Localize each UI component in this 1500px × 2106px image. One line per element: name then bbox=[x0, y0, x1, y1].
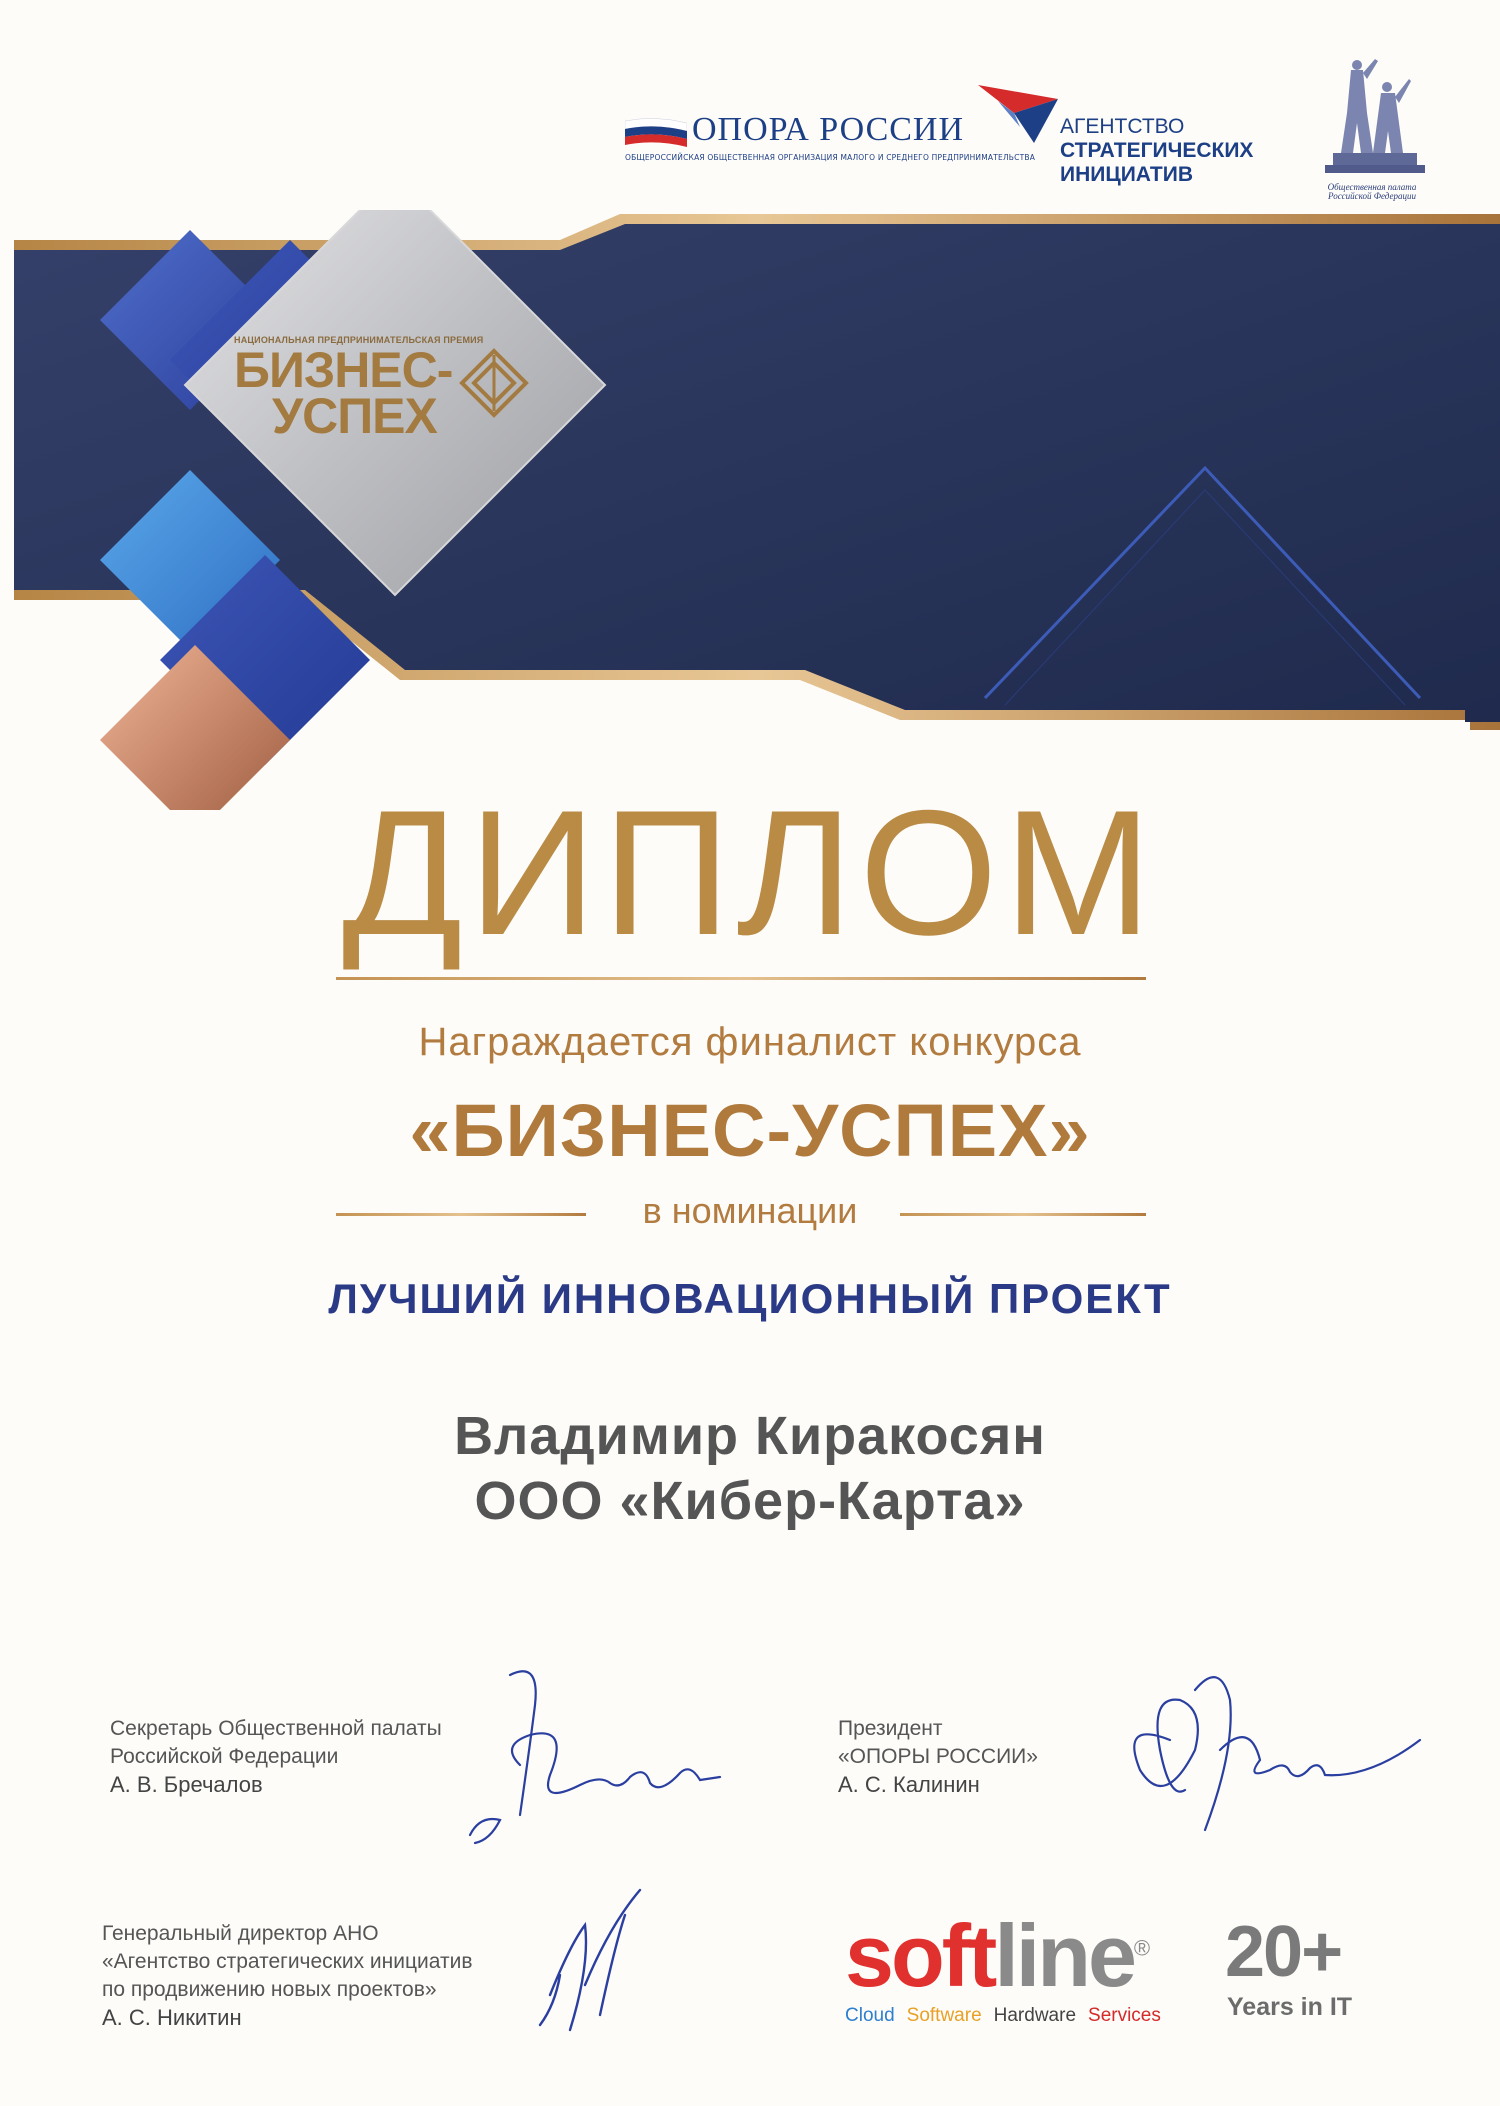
signatory-opora-president bbox=[838, 1715, 1038, 1799]
signature-brechalov bbox=[460, 1665, 730, 1855]
nomination-label: в номинации bbox=[642, 1190, 858, 1231]
signature-nikitin bbox=[530, 1885, 680, 2035]
signatory-name: А. В. Бречалов bbox=[110, 1772, 263, 1797]
softline-years-in-it: Years in IT bbox=[1227, 1993, 1353, 2021]
title-underline bbox=[336, 977, 1146, 980]
header-banner bbox=[0, 210, 1500, 810]
signatory-title-line1: Секретарь Общественной палаты bbox=[110, 1717, 442, 1740]
softline-anniversary: 20+ bbox=[1225, 1912, 1342, 1992]
signatory-name: А. С. Никитин bbox=[102, 2005, 242, 2030]
signature-kalinin bbox=[1110, 1660, 1430, 1840]
opora-logo-subtitle: ОБЩЕРОССИЙСКАЯ ОБЩЕСТВЕННАЯ ОРГАНИЗАЦИЯ МАЛОГО И СРЕДНЕГО ПРЕДПРИНИМАТЕЛЬСТВА bbox=[625, 153, 1036, 162]
asi-logo-icon bbox=[978, 73, 1060, 143]
softline-wordmark: softline® bbox=[845, 1906, 1148, 2005]
signatory-chamber-secretary bbox=[110, 1715, 442, 1799]
emblem-statue-icon bbox=[454, 345, 534, 425]
softline-tagline: Cloud Software Hardware Services bbox=[845, 2005, 1161, 2026]
recipient-company: ООО «Кибер-Карта» bbox=[474, 1471, 1026, 1531]
public-chamber-caption: Общественная палата Российской Федерации bbox=[1327, 182, 1417, 202]
nomination-category: ЛУЧШИЙ ИННОВАЦИОННЫЙ ПРОЕКТ bbox=[328, 1275, 1172, 1322]
recipient-name: Владимир Киракосян bbox=[454, 1406, 1046, 1466]
public-chamber-monument-icon bbox=[1315, 53, 1430, 188]
softline-logo bbox=[845, 1905, 1365, 2045]
asi-logo-line1: АГЕНТСТВО bbox=[1060, 115, 1185, 138]
emblem-line1: БИЗНЕС- bbox=[234, 342, 453, 398]
signatory-title-line2: «Агентство стратегических инициатив bbox=[102, 1950, 473, 1973]
opora-logo-name: ОПОРА РОССИИ bbox=[692, 111, 965, 148]
signatory-title-line3: по продвижению новых проектов» bbox=[102, 1978, 437, 2001]
partner-logos bbox=[600, 55, 1440, 215]
signatory-asi-director bbox=[102, 1920, 472, 2032]
signatory-title-line2: Российской Федерации bbox=[110, 1745, 339, 1768]
contest-name: «БИЗНЕС-УСПЕХ» bbox=[409, 1089, 1091, 1172]
asi-logo-line2: СТРАТЕГИЧЕСКИХ bbox=[1060, 139, 1254, 162]
nomination-rule-right bbox=[900, 1213, 1146, 1216]
emblem-caption: НАЦИОНАЛЬНАЯ ПРЕДПРИНИМАТЕЛЬСКАЯ ПРЕМИЯ bbox=[234, 335, 484, 345]
emblem-line2: УСПЕХ bbox=[272, 388, 437, 444]
diploma-title: ДИПЛОМ bbox=[342, 773, 1158, 972]
signatory-title-line1: Генеральный директор АНО bbox=[102, 1922, 379, 1945]
signatory-title-line1: Президент bbox=[838, 1717, 943, 1740]
asi-logo-line3: ИНИЦИАТИВ bbox=[1060, 163, 1193, 186]
awarded-text: Награждается финалист конкурса bbox=[418, 1020, 1082, 1064]
signatory-title-line2: «ОПОРЫ РОССИИ» bbox=[838, 1745, 1038, 1768]
opora-flag-icon bbox=[625, 117, 687, 147]
signatory-name: А. С. Калинин bbox=[838, 1772, 980, 1797]
